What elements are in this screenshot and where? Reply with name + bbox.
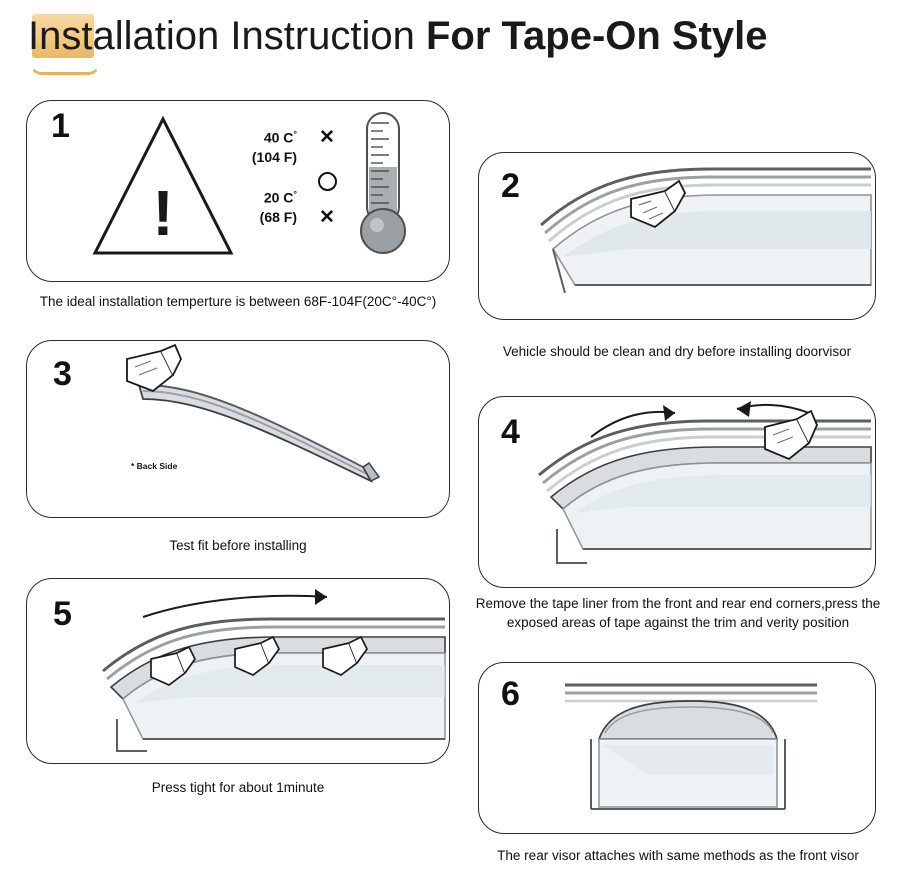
step-number-6: 6 <box>501 675 520 713</box>
svg-text:!: ! <box>152 177 174 249</box>
label-cold-celsius: 20 C° <box>263 189 297 206</box>
caption-step-6: The rear visor attaches with same methods as the front visor <box>497 848 859 863</box>
label-cold-fahrenheit: (68 F) <box>259 209 297 225</box>
step-number-1: 1 <box>51 107 70 145</box>
panel-step-2 <box>478 152 876 320</box>
panel-step-1 <box>26 100 450 282</box>
title-word-installation: Installation <box>28 14 220 58</box>
title-word-instruction: Instruction <box>219 14 426 58</box>
step-2-illustration <box>479 153 877 321</box>
panel-step-6 <box>478 662 876 834</box>
title-word-tape-on: For Tape-On Style <box>426 14 768 58</box>
label-hot-fahrenheit: (104 F) <box>251 149 297 165</box>
caption-step-2: Vehicle should be clean and dry before installing doorvisor <box>502 344 852 359</box>
panel-step-5 <box>26 578 450 764</box>
cross-mark-hot-icon: ✕ <box>319 127 335 148</box>
title-underline-swoosh <box>30 63 100 75</box>
caption-step-5: Press tight for about 1minute <box>151 780 325 795</box>
step-6-illustration <box>479 663 877 835</box>
label-hot-celsius: 40 C° <box>263 129 297 146</box>
step-number-3: 3 <box>53 355 72 393</box>
step-5-illustration <box>27 579 451 765</box>
panel-step-4 <box>478 396 876 588</box>
panel-step-3 <box>26 340 450 518</box>
step-number-2: 2 <box>501 167 520 205</box>
step-4-illustration <box>479 397 877 589</box>
page-title <box>24 8 884 70</box>
caption-step-4: Remove the tape liner from the front and rear end corners,press the exposed areas of tape against the trim and verity position <box>475 596 881 630</box>
caption-step-3: Test fit before installing <box>169 538 307 553</box>
step-3-illustration <box>27 341 451 519</box>
step-number-5: 5 <box>53 595 72 633</box>
title-text <box>28 8 768 64</box>
cross-mark-cold-icon: ✕ <box>319 207 335 228</box>
caption-step-1: The ideal installation temperture is between 68F-104F(20C°-40C°) <box>39 294 437 309</box>
step-number-4: 4 <box>501 413 520 451</box>
circle-mark-ok-icon <box>318 172 337 191</box>
label-back-side: * Back Side <box>131 461 178 471</box>
